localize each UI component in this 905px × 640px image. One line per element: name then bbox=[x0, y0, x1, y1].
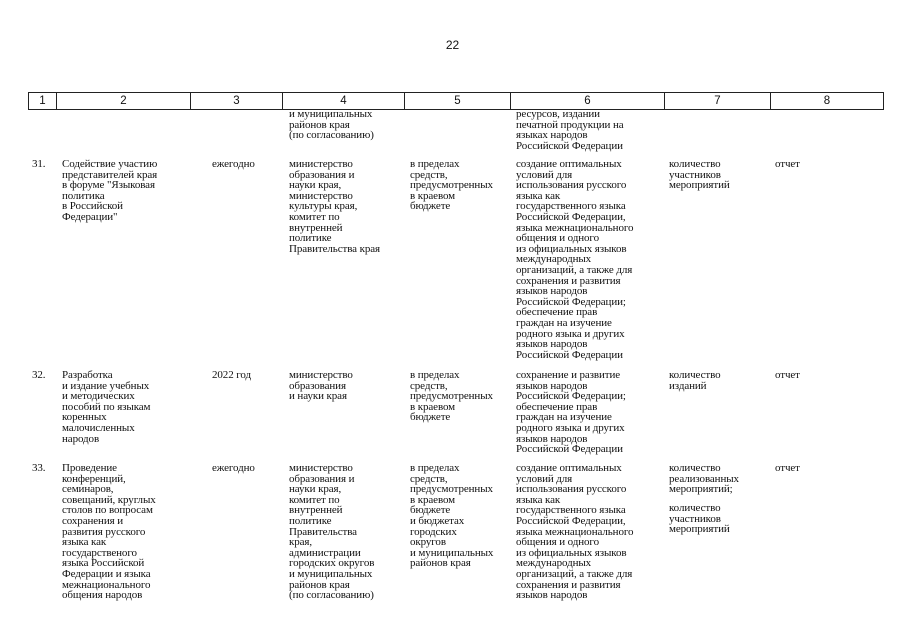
row-number: 33. bbox=[32, 462, 46, 474]
row-report: отчет bbox=[775, 462, 800, 474]
continuation-executors: и муниципальных районов края (по согласованию) bbox=[289, 108, 374, 142]
header-col-7: 7 bbox=[665, 93, 771, 109]
row-funding: в пределах средств, предусмотренных в краевом бюджете bbox=[410, 369, 493, 424]
header-col-6: 6 bbox=[511, 93, 665, 109]
row-number: 32. bbox=[32, 369, 46, 381]
row-executors: министерство образования и науки края bbox=[289, 369, 353, 403]
header-col-2: 2 bbox=[57, 93, 191, 109]
row-report: отчет bbox=[775, 369, 800, 381]
row-executors: министерство образования и науки края, комитет по внутренней политике Правительства края, администрации городских округов и муниципальных районов края (по согласованию) bbox=[289, 462, 375, 602]
row-indicator: количество реализованных мероприятий; bbox=[669, 462, 739, 496]
header-col-3: 3 bbox=[191, 93, 283, 109]
row-name: Проведение конференций, семинаров, совещаний, круглых столов по вопросам сохранения и развития русского языка как государственого языка Российской Федерации и языка межнационального общения народов bbox=[62, 462, 156, 602]
row-indicator-secondary: количество участников мероприятий bbox=[669, 502, 730, 536]
row-name: Содействие участию представителей края в форуме "Языковая политика в Российской Федерации" bbox=[62, 158, 158, 223]
row-number: 31. bbox=[32, 158, 46, 170]
row-executors: министерство образования и науки края, министерство культуры края, комитет по внутренней политике Правительства края bbox=[289, 158, 380, 255]
row-period: ежегодно bbox=[212, 158, 255, 170]
header-col-1: 1 bbox=[29, 93, 57, 109]
header-col-5: 5 bbox=[405, 93, 511, 109]
header-col-4: 4 bbox=[283, 93, 405, 109]
row-indicator: количество участников мероприятий bbox=[669, 158, 730, 192]
row-funding: в пределах средств, предусмотренных в краевом бюджете и бюджетах городских округов и муниципальных районов края bbox=[410, 462, 494, 570]
row-result: создание оптимальных условий для использования русского языка как государственного языка Российской Федерации, языка межнационального общения и одного из официальных языков международных организаций, а также для сохранения и развития языков народов bbox=[516, 462, 634, 602]
row-period: 2022 год bbox=[212, 369, 251, 381]
page-number: 22 bbox=[445, 38, 460, 52]
row-result: сохранение и развитие языков народов Российской Федерации; обеспечение прав граждан на изучение родного языка и других языков народов Российской Федерации bbox=[516, 369, 626, 456]
row-name: Разработка и издание учебных и методических пособий по языкам коренных малочисленных народов bbox=[62, 369, 151, 445]
row-report: отчет bbox=[775, 158, 800, 170]
row-indicator: количество изданий bbox=[669, 369, 721, 392]
table-header bbox=[28, 92, 884, 110]
row-funding: в пределах средств, предусмотренных в краевом бюджете bbox=[410, 158, 493, 213]
row-period: ежегодно bbox=[212, 462, 255, 474]
header-col-8: 8 bbox=[823, 95, 831, 107]
row-result: создание оптимальных условий для использования русского языка как государственного языка Российской Федерации, языка межнационального общения и одного из официальных языков международных организаций, а также для сохранения и развития языков народов Российской Федерации; обеспечение прав граждан на изучение родного языка и других языков народов Российской Федерации bbox=[516, 158, 634, 361]
continuation-result: ресурсов, издании печатной продукции на языках народов Российской Федерации bbox=[516, 108, 624, 152]
